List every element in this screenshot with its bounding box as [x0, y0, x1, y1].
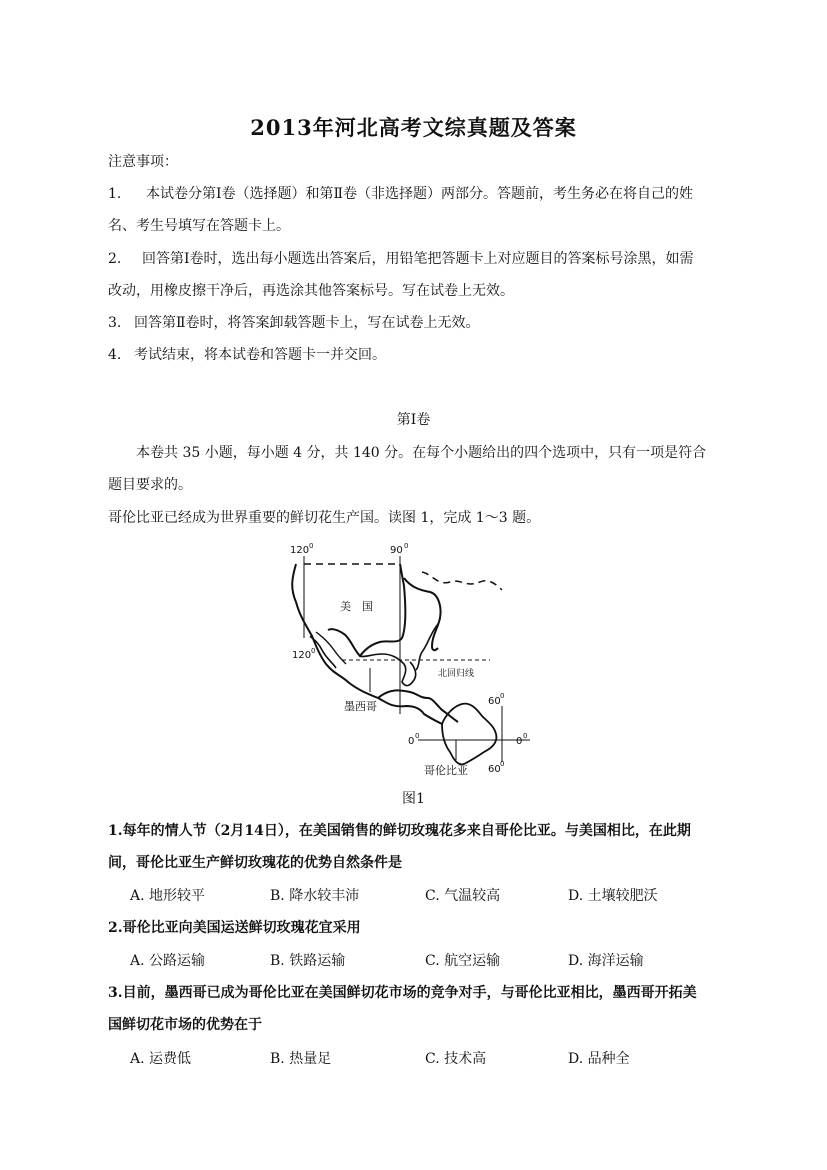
question-3-stem: 3.目前，墨西哥已成为哥伦比亚在美国鲜切花市场的竞争对手，与哥伦比亚相比，墨西哥开拓美: [108, 985, 697, 1001]
notice-item-2-continuation: 改动，用橡皮擦干净后，再选涂其他答案标号。写在试卷上无效。: [108, 283, 514, 299]
label-lon-90: 90: [390, 545, 403, 556]
notice-item-4-text: 考试结束，将本试卷和答题卡一并交回。: [134, 347, 386, 363]
page-title: 2013年河北高考文综真题及答案: [250, 115, 577, 140]
notice-item-1-text: 本试卷分第Ⅰ卷（选择题）和第Ⅱ卷（非选择题）两部分。答题前，考生务必在将自己的姓: [146, 186, 694, 202]
question-3-stem-continuation: 国鲜切花市场的优势在于: [108, 1017, 262, 1033]
label-zero-right-degree: 0: [523, 732, 528, 740]
question-group-lead: 哥伦比亚已经成为世界重要的鲜切花生产国。读图 1，完成 1～3 题。: [108, 510, 541, 526]
notice-heading: 注意事项：: [108, 154, 178, 170]
question-3-option-c: C. 技术高: [425, 1051, 487, 1067]
canada-east-border: [422, 572, 502, 590]
label-zero-left: 0: [408, 736, 415, 747]
label-sixty-top-degree: 0: [500, 692, 505, 700]
question-2-stem: 2.哥伦比亚向美国运送鲜切玫瑰花宜采用: [108, 920, 361, 936]
question-1-option-b: B. 降水较丰沛: [270, 888, 360, 904]
notice-item-2-text: 回答第Ⅰ卷时，选出每小题选出答案后，用铅笔把答题卡上对应题目的答案标号涂黑，如需: [142, 251, 694, 267]
label-colombia: 哥伦比亚: [424, 764, 468, 777]
notice-item-3-text: 回答第Ⅱ卷时，将答案卸载答题卡上，写在试卷上无效。: [134, 315, 480, 331]
section-heading: 第Ⅰ卷: [396, 412, 431, 428]
label-sixty-bottom: 60: [488, 764, 501, 775]
label-lat-120-degree: 0: [311, 647, 316, 655]
section-intro-continuation: 题目要求的。: [108, 477, 192, 493]
label-zero-right: 0: [516, 736, 523, 747]
question-1-option-d: D. 土壤较肥沃: [568, 888, 658, 904]
colombia-outline: [442, 704, 496, 765]
question-1-option-a: A. 地形较平: [130, 888, 206, 904]
question-1-stem: 1.每年的情人节（2月14日），在美国销售的鲜切玫瑰花多来自哥伦比亚。与美国相比，在此期: [108, 823, 691, 839]
us-atlantic-coast: [404, 578, 441, 650]
question-2-option-a: A. 公路运输: [130, 953, 206, 969]
label-lon-90-degree: 0: [404, 542, 409, 550]
label-lon-120-degree: 0: [309, 542, 314, 550]
label-mexico: 墨西哥: [344, 700, 377, 713]
figure-1-map: [282, 538, 542, 783]
question-1-option-c: C. 气温较高: [425, 888, 501, 904]
question-3-option-d: D. 品种全: [568, 1051, 630, 1067]
question-3-option-a: A. 运费低: [130, 1051, 192, 1067]
gulf-of-mexico-coast: [360, 654, 416, 686]
label-lon-120: 120: [290, 545, 310, 556]
notice-item-2-number: 2.: [108, 251, 122, 267]
question-3-option-b: B. 热量足: [270, 1051, 332, 1067]
question-2-option-b: B. 铁路运输: [270, 953, 346, 969]
label-sixty-top: 60: [488, 696, 501, 707]
notice-item-4-number: 4.: [108, 347, 122, 363]
notice-item-1-number: 1.: [108, 186, 122, 202]
question-2-option-d: D. 海洋运输: [568, 953, 644, 969]
label-sixty-bottom-degree: 0: [500, 760, 505, 768]
notice-item-3-number: 3.: [108, 315, 122, 331]
figure-caption: 图1: [402, 791, 425, 807]
notice-item-1-continuation: 名、考生号填写在答题卡上。: [108, 218, 290, 234]
question-2-option-c: C. 航空运输: [425, 953, 501, 969]
label-tropic-of-cancer: 北回归线: [438, 669, 475, 679]
label-usa: 美 国: [340, 600, 373, 613]
label-lat-120: 120: [292, 650, 312, 661]
label-zero-left-degree: 0: [415, 732, 420, 740]
section-intro: 本卷共 35 小题，每小题 4 分，共 140 分。在每个小题给出的四个选项中，只有一项是符合: [136, 445, 707, 461]
question-1-stem-continuation: 间，哥伦比亚生产鲜切玫瑰花的优势自然条件是: [108, 855, 402, 871]
